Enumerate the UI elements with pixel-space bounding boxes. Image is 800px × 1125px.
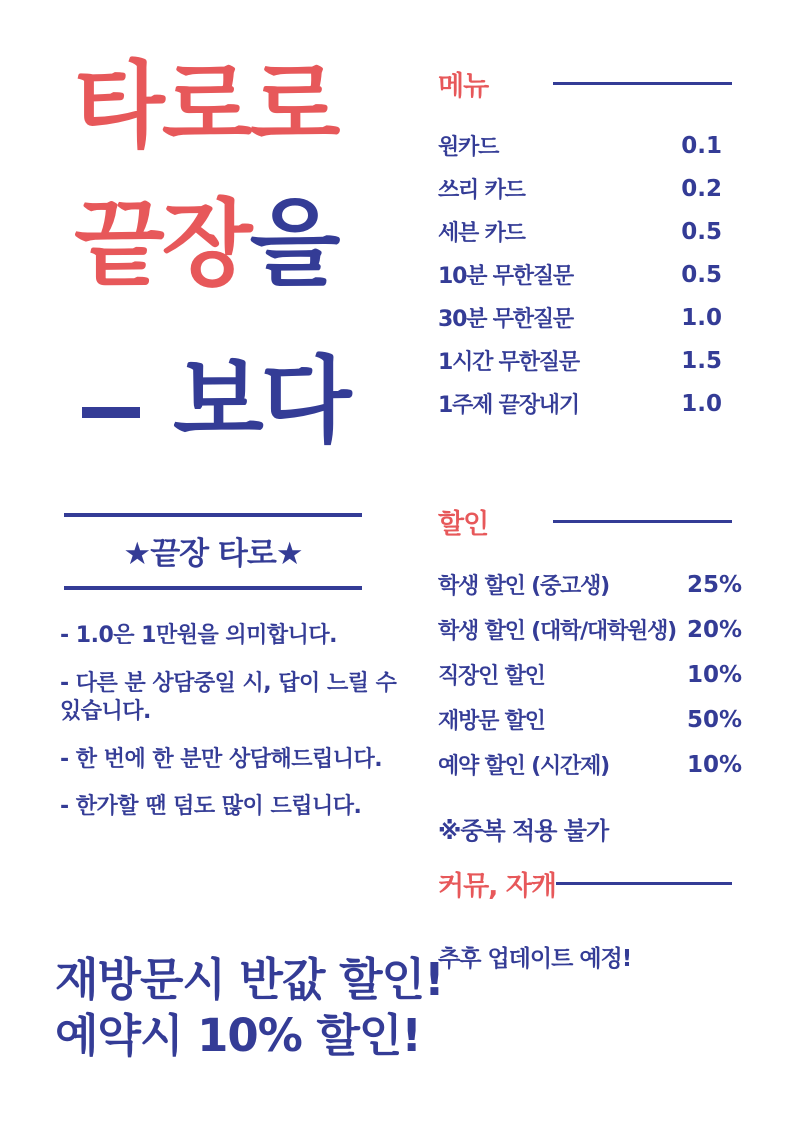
footer-line1: 재방문시 반값 할인!: [55, 953, 444, 1006]
note-item: - 1.0은 1만원을 의미합니다.: [60, 623, 338, 648]
menu-item-price: 1.0: [681, 390, 722, 417]
menu-item-label: 세븐 카드: [438, 221, 525, 246]
discount-row: [438, 652, 742, 697]
title-line2-red-text: 끝장: [74, 190, 250, 299]
menu-heading: 메뉴: [438, 70, 489, 102]
discount-item-value: 10%: [686, 661, 742, 688]
menu-list: [438, 124, 742, 425]
discount-item-label: 재방문 할인: [438, 709, 545, 734]
discount-item-value: 25%: [686, 571, 742, 598]
note-item: - 다른 분 상담중일 시, 답이 느릴 수 있습니다.: [60, 670, 397, 725]
menu-item-label: 쓰리 카드: [438, 178, 525, 203]
menu-item-label: 1주제 끝장내기: [438, 393, 579, 418]
discount-row: [438, 742, 742, 787]
dash-decoration: [82, 407, 140, 418]
title-line2-blue-text: 을: [249, 190, 338, 299]
menu-item-label: 원카드: [438, 135, 499, 160]
community-note: 추후 업데이트 예정!: [438, 946, 632, 972]
discount-row: [438, 607, 742, 652]
discount-item-label: 학생 할인 (중고생): [438, 574, 609, 599]
menu-item-price: 0.2: [681, 175, 722, 202]
menu-row: [438, 167, 742, 210]
discount-header: [438, 504, 742, 538]
menu-item-label: 10분 무한질문: [438, 264, 573, 289]
note-item: - 한 번에 한 분만 상담해드립니다.: [60, 746, 383, 772]
discount-item-value: 20%: [686, 616, 742, 643]
discount-list: [438, 562, 742, 787]
discount-item-value: 10%: [686, 751, 742, 778]
discount-rule: [553, 520, 732, 523]
menu-row: [438, 296, 742, 339]
menu-item-price: 1.5: [681, 347, 722, 374]
discount-item-label: 직장인 할인: [438, 664, 545, 689]
footer-line2: 예약시 10% 할인!: [55, 1008, 421, 1062]
menu-item-label: 30분 무한질문: [438, 307, 573, 332]
menu-item-price: 0.5: [681, 218, 722, 245]
menu-rule: [553, 82, 732, 85]
menu-header: [438, 66, 742, 100]
menu-section: [438, 66, 742, 425]
discount-row: [438, 697, 742, 742]
notes-list: [60, 622, 416, 841]
banner-text: ★끝장 타로★: [123, 536, 303, 572]
menu-row: [438, 210, 742, 253]
menu-item-price: 0.5: [681, 261, 722, 288]
menu-row: [438, 124, 742, 167]
discount-section: [438, 504, 742, 846]
menu-row: [438, 253, 742, 296]
menu-item-price: 1.0: [681, 304, 722, 331]
menu-item-label: 1시간 무한질문: [438, 350, 579, 375]
footer-promo: [55, 952, 444, 1064]
discount-item-value: 50%: [686, 706, 742, 733]
title-line3: [80, 347, 349, 456]
discount-row: [438, 562, 742, 607]
title-line1: [74, 52, 338, 161]
discount-item-label: 예약 할인 (시간제): [438, 754, 609, 779]
community-header: [438, 866, 742, 900]
discount-heading: 할인: [438, 508, 489, 540]
title-line2: [74, 190, 338, 299]
menu-row: [438, 382, 742, 425]
discount-item-label: 학생 할인 (대학/대학원생): [438, 619, 676, 644]
community-section: [438, 866, 742, 973]
no-stacking-note: ※중복 적용 불가: [438, 817, 609, 845]
menu-row: [438, 339, 742, 382]
note-item: - 한가할 땐 덤도 많이 드립니다.: [60, 794, 362, 820]
title-line1-text: 타로로: [74, 52, 338, 161]
menu-item-price: 0.1: [681, 132, 722, 159]
tarot-banner: [64, 513, 362, 590]
community-heading: 커뮤, 자캐: [438, 870, 556, 902]
community-rule: [556, 882, 732, 885]
title-line3-text: 보다: [173, 347, 349, 456]
